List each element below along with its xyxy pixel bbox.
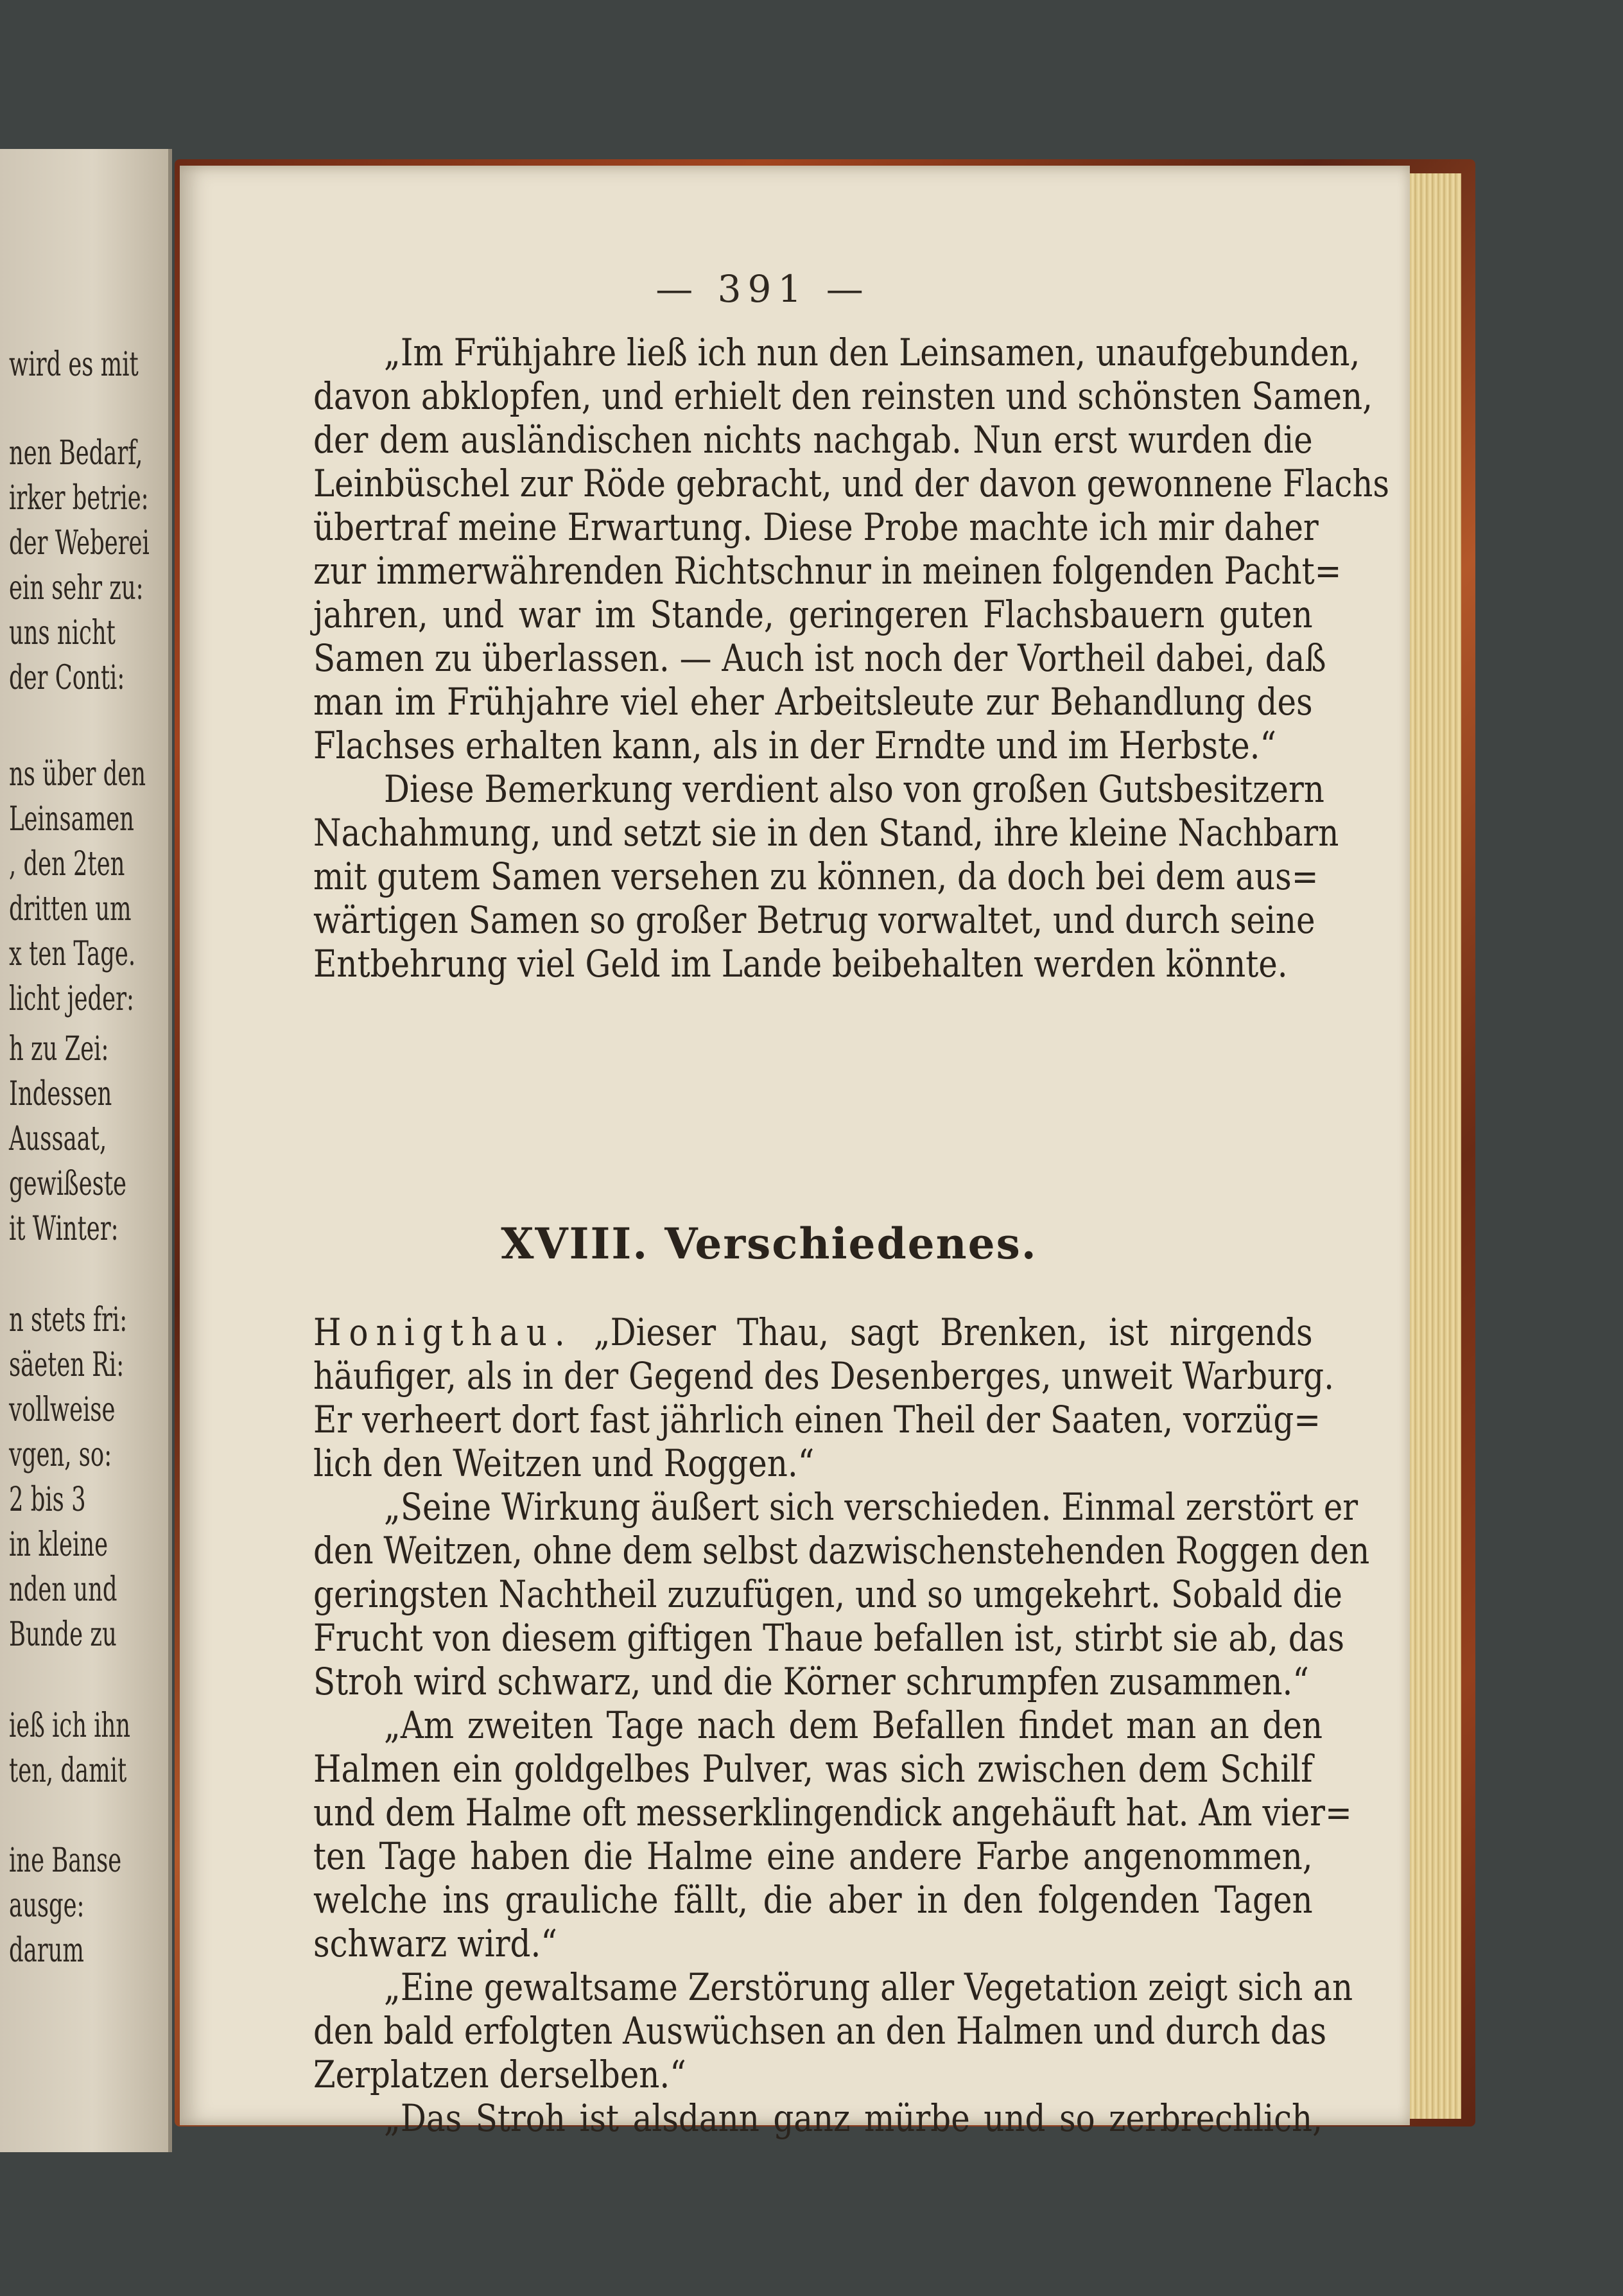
left-page-fragment: ine Banse (9, 1841, 122, 1880)
text-line: „Am zweiten Tage nach dem Befallen findet man an den (384, 1703, 1323, 1747)
text-line (313, 1310, 1313, 1354)
left-page-fragment: Aussaat, (9, 1120, 107, 1158)
text-line: Halmen ein goldgelbes Pulver, was sich zwischen dem Schilf (313, 1747, 1313, 1791)
page-number: — 391 — (655, 267, 870, 311)
section-heading: XVIII. Verschiedenes. (501, 1219, 1037, 1269)
left-page-fragment: ieß ich ihn (9, 1707, 131, 1745)
text-line: Diese Bemerkung verdient also von großen Gutsbesitzern (384, 767, 1324, 811)
left-page-fragment: der Weberei (9, 524, 150, 562)
left-page-fragment: , den 2ten (9, 845, 125, 883)
left-page-fragment: wird es mit (9, 345, 139, 384)
left-page-fragment: it Winter: (9, 1210, 119, 1248)
text-line: geringsten Nachtheil zuzufügen, und so umgekehrt. Sobald die (313, 1572, 1342, 1616)
left-page-fragment: gewißeste (9, 1165, 126, 1203)
text-line: „Im Frühjahre ließ ich nun den Leinsamen, unaufgebunden, (384, 331, 1360, 374)
text-line: wärtigen Samen so großer Betrug vorwaltet, und durch seine (313, 898, 1315, 942)
text-line: „Seine Wirkung äußert sich verschieden. Einmal zerstört er (384, 1485, 1358, 1529)
left-page-fragment: ten, damit (9, 1752, 127, 1790)
left-page-fragment: n stets fri: (9, 1301, 128, 1339)
left-page-fragment: nen Bedarf, (9, 434, 143, 473)
text-line: Entbehrung viel Geld im Lande beibehalten werden könnte. (313, 942, 1288, 986)
text-line: „Das Stroh ist alsdann ganz mürbe und so zerbrechlich, (384, 2096, 1323, 2140)
left-page (0, 149, 172, 2152)
left-page-fragment: Indessen (9, 1075, 112, 1113)
left-page-fragment: darum (9, 1931, 84, 1970)
left-page-fragment: ein sehr zu: (9, 569, 144, 607)
text-line-rest: „Dieser Thau, sagt Brenken, ist nirgends (593, 1310, 1313, 1354)
text-line: jahren, und war im Stande, geringeren Flachsbauern guten (313, 593, 1313, 636)
left-page-fragment: ausge: (9, 1886, 85, 1925)
left-page-fragment: uns nicht (9, 614, 116, 652)
text-line: schwarz wird.“ (313, 1922, 557, 1965)
left-page-fragment: licht jeder: (9, 980, 134, 1018)
text-line: Samen zu überlassen. — Auch ist noch der Vortheil dabei, daß (313, 636, 1326, 680)
text-line: Er verheert dort fast jährlich einen Theil der Saaten, vorzüg= (313, 1398, 1321, 1441)
left-page-fragment: 2 bis 3 (9, 1481, 86, 1519)
text-line: welche ins grauliche fällt, die aber in den folgenden Tagen (313, 1878, 1313, 1922)
left-page-fragment: ns über den (9, 755, 146, 794)
text-line: Stroh wird schwarz, und die Körner schrumpfen zusammen.“ (313, 1660, 1309, 1703)
left-page-fragment: der Conti: (9, 659, 125, 697)
text-line: den bald erfolgten Auswüchsen an den Halmen und durch das (313, 2009, 1327, 2053)
text-line: Zerplatzen derselben.“ (313, 2053, 686, 2096)
text-line: und dem Halme oft messerklingendick angehäuft hat. Am vier= (313, 1791, 1352, 1834)
text-line: Leinbüschel zur Röde gebracht, und der davon gewonnene Flachs (313, 462, 1389, 505)
left-page-fragment: vollweise (9, 1391, 116, 1429)
text-line: ten Tage haben die Halme eine andere Farbe angenommen, (313, 1834, 1313, 1878)
left-page-fragment: nden und (9, 1570, 117, 1609)
text-line: man im Frühjahre viel eher Arbeitsleute zur Behandlung des (313, 680, 1313, 724)
text-line: Nachahmung, und setzt sie in den Stand, ihre kleine Nachbarn (313, 811, 1339, 855)
text-line: mit gutem Samen versehen zu können, da doch bei dem aus= (313, 855, 1319, 898)
left-page-fragment: irker betrie: (9, 479, 149, 517)
text-line: zur immerwährenden Richtschnur in meinen folgenden Pacht= (313, 549, 1342, 593)
left-page-fragment: dritten um (9, 890, 132, 928)
left-page-fragment: in kleine (9, 1526, 108, 1564)
right-page (180, 166, 1410, 2140)
text-line: „Eine gewaltsame Zerstörung aller Vegetation zeigt sich an (384, 1965, 1353, 2009)
left-page-fragment: h zu Zei: (9, 1030, 109, 1068)
text-line: davon abklopfen, und erhielt den reinsten und schönsten Samen, (313, 374, 1373, 418)
left-page-fragment: säeten Ri: (9, 1346, 125, 1384)
left-page-fragment: Bunde zu (9, 1615, 117, 1654)
text-line: Flachses erhalten kann, als in der Erndte und im Herbste.“ (313, 724, 1276, 767)
text-line: übertraf meine Erwartung. Diese Probe machte ich mir daher (313, 505, 1319, 549)
left-page-fragment: vgen, so: (9, 1436, 112, 1474)
text-line: Frucht von diesem giftigen Thaue befallen ist, stirbt sie ab, das (313, 1616, 1345, 1660)
page-edges (1410, 173, 1461, 2119)
text-line: der dem ausländischen nichts nachgab. Nun erst wurden die (313, 418, 1313, 462)
text-line: den Weitzen, ohne dem selbst dazwischenstehenden Roggen den (313, 1529, 1370, 1572)
left-page-fragment: Leinsamen (9, 800, 134, 839)
text-line: häufiger, als in der Gegend des Desenberges, unweit Warburg. (313, 1354, 1334, 1398)
left-page-fragment: x ten Tage. (9, 935, 136, 973)
keyword-honigthau: Honigthau. (313, 1310, 573, 1354)
text-line: lich den Weitzen und Roggen.“ (313, 1441, 815, 1485)
